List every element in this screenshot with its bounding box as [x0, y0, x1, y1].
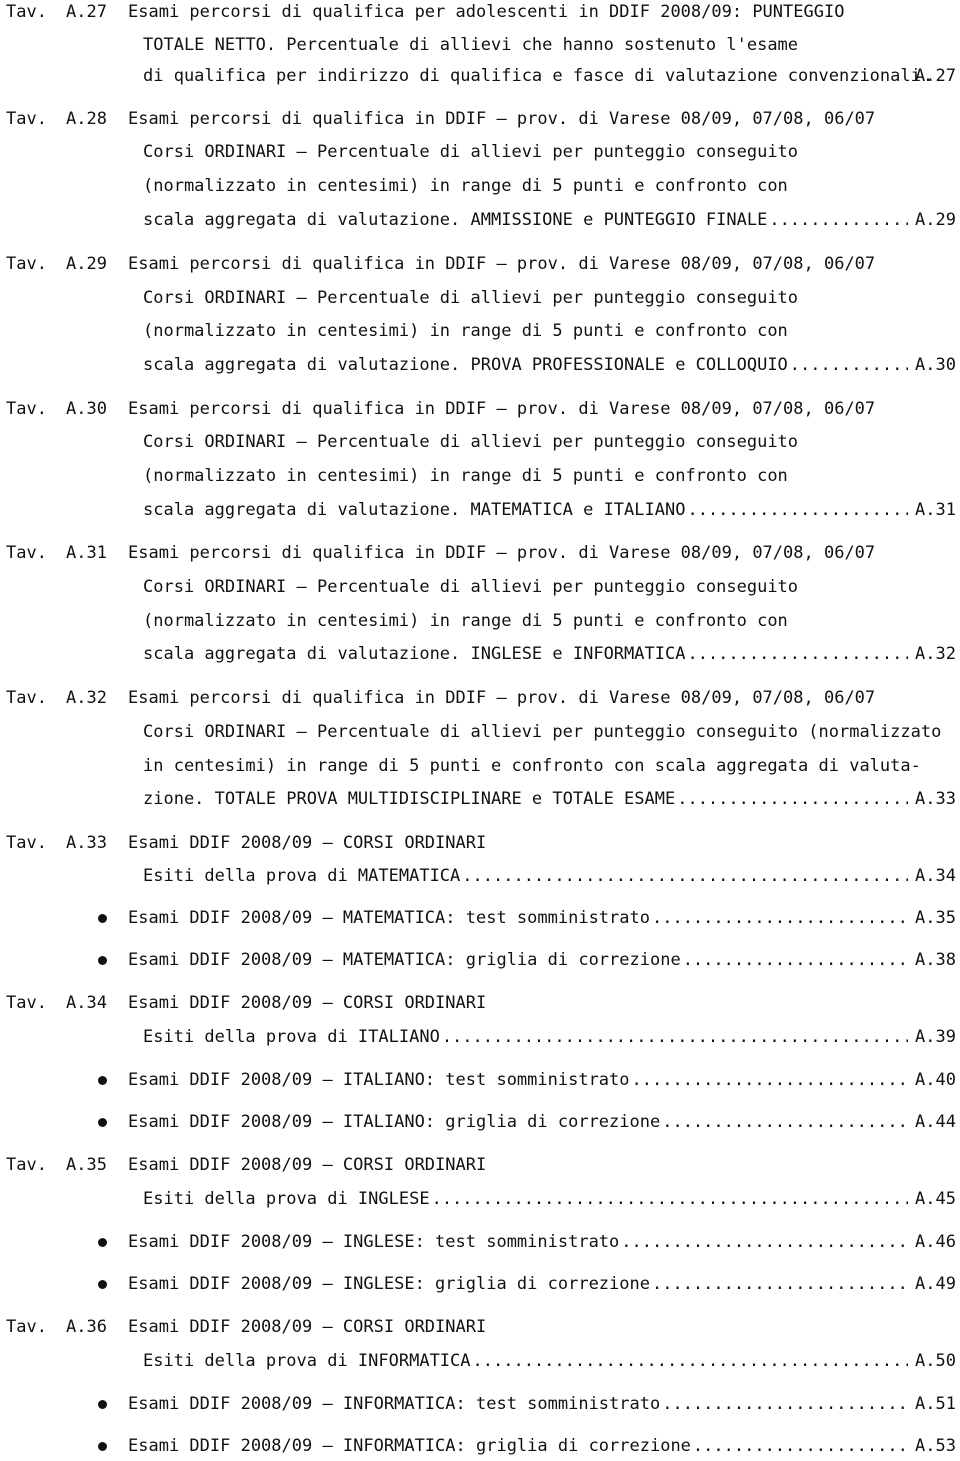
dot-leader [662, 1110, 908, 1134]
page-number[interactable]: A.32 [915, 644, 956, 664]
dot-leader [687, 642, 908, 666]
table-number: A.30 [66, 399, 107, 419]
entry-title-line: Esami percorsi di qualifica in DDIF – prov. di Varese 08/09, 07/08, 06/07 [128, 109, 876, 129]
entry-title-line: Esiti della prova di INGLESE [143, 1189, 430, 1209]
page-number[interactable]: A.51 [915, 1394, 956, 1414]
dot-leader [432, 1187, 908, 1211]
entry-title-line: scala aggregata di valutazione. INGLESE e INFORMATICA [143, 644, 686, 664]
table-number: A.36 [66, 1317, 107, 1337]
bullet-item-text: Esami DDIF 2008/09 – INGLESE: test somministrato [128, 1232, 620, 1252]
page-number[interactable]: A.45 [915, 1189, 956, 1209]
dot-leader [790, 353, 908, 377]
tav-label: Tav. [6, 2, 47, 22]
entry-title-line: scala aggregata di valutazione. MATEMATICA e ITALIANO [143, 500, 686, 520]
tav-label: Tav. [6, 833, 47, 853]
entry-title-line: di qualifica per indirizzo di qualifica e fasce di valutazione convenzionali [143, 66, 921, 86]
page-number[interactable]: A.44 [915, 1112, 956, 1132]
page-number[interactable]: A.27 [915, 66, 956, 86]
table-number: A.27 [66, 2, 107, 22]
dot-leader [621, 1230, 908, 1254]
bullet-item-text: Esami DDIF 2008/09 – INFORMATICA: test somministrato [128, 1394, 661, 1414]
dot-leader [652, 906, 908, 930]
entry-title-line: Esami percorsi di qualifica per adolescenti in DDIF 2008/09: PUNTEGGIO [128, 2, 845, 22]
table-number: A.31 [66, 543, 107, 563]
entry-title-line: in centesimi) in range di 5 punti e confronto con scala aggregata di valuta- [143, 756, 921, 776]
dot-leader [473, 1349, 908, 1373]
entry-title-line: Corsi ORDINARI – Percentuale di allievi per punteggio conseguito [143, 142, 799, 162]
page-number[interactable]: A.33 [915, 789, 956, 809]
page-number[interactable]: A.39 [915, 1027, 956, 1047]
page-number[interactable]: A.34 [915, 866, 956, 886]
bullet-item-text: Esami DDIF 2008/09 – ITALIANO: test somministrato [128, 1070, 630, 1090]
dot-leader [693, 1434, 908, 1458]
page-number[interactable]: A.35 [915, 908, 956, 928]
entry-title-line: Corsi ORDINARI – Percentuale di allievi per punteggio conseguito [143, 288, 799, 308]
page-number[interactable]: A.38 [915, 950, 956, 970]
page-number[interactable]: A.53 [915, 1436, 956, 1456]
table-number: A.28 [66, 109, 107, 129]
bullet-item-text: Esami DDIF 2008/09 – INFORMATICA: griglia di correzione [128, 1436, 691, 1456]
entry-title-line: Corsi ORDINARI – Percentuale di allievi per punteggio conseguito [143, 432, 799, 452]
entry-title-line: Esami DDIF 2008/09 – CORSI ORDINARI [128, 833, 487, 853]
bullet-icon [98, 1280, 107, 1289]
entry-title-line: Esami percorsi di qualifica in DDIF – prov. di Varese 08/09, 07/08, 06/07 [128, 688, 876, 708]
entry-title-line: Esiti della prova di MATEMATICA [143, 866, 461, 886]
tav-label: Tav. [6, 399, 47, 419]
entry-title-line: (normalizzato in centesimi) in range di 5 punti e confronto con [143, 611, 788, 631]
dot-leader [462, 864, 908, 888]
dot-leader [662, 1392, 908, 1416]
table-number: A.33 [66, 833, 107, 853]
bullet-item-text: Esami DDIF 2008/09 – MATEMATICA: test somministrato [128, 908, 650, 928]
table-number: A.32 [66, 688, 107, 708]
tav-label: Tav. [6, 109, 47, 129]
dot-leader [683, 948, 908, 972]
entry-title-line: TOTALE NETTO. Percentuale di allievi che hanno sostenuto l'esame [143, 35, 799, 55]
entry-title-line: scala aggregata di valutazione. PROVA PROFESSIONALE e COLLOQUIO [143, 355, 788, 375]
table-number: A.35 [66, 1155, 107, 1175]
entry-title-line: Corsi ORDINARI – Percentuale di allievi per punteggio conseguito [143, 577, 799, 597]
entry-title-line: Esiti della prova di INFORMATICA [143, 1351, 471, 1371]
page-number[interactable]: A.31 [915, 500, 956, 520]
bullet-item-text: Esami DDIF 2008/09 – ITALIANO: griglia di correzione [128, 1112, 661, 1132]
dot-leader [687, 498, 908, 522]
bullet-item-text: Esami DDIF 2008/09 – MATEMATICA: griglia di correzione [128, 950, 681, 970]
dot-leader [442, 1025, 908, 1049]
tav-label: Tav. [6, 688, 47, 708]
page-number[interactable]: A.49 [915, 1274, 956, 1294]
bullet-item-text: Esami DDIF 2008/09 – INGLESE: griglia di correzione [128, 1274, 650, 1294]
dot-leader [652, 1272, 908, 1296]
entry-title-line: Esami DDIF 2008/09 – CORSI ORDINARI [128, 993, 487, 1013]
dot-leader [632, 1068, 908, 1092]
bullet-icon [98, 914, 107, 923]
entry-title-line: Corsi ORDINARI – Percentuale di allievi per punteggio conseguito (normalizzato [143, 722, 942, 742]
entry-title-line: Esiti della prova di ITALIANO [143, 1027, 440, 1047]
entry-title-line: Esami percorsi di qualifica in DDIF – prov. di Varese 08/09, 07/08, 06/07 [128, 254, 876, 274]
entry-title-line: (normalizzato in centesimi) in range di 5 punti e confronto con [143, 466, 788, 486]
table-number: A.29 [66, 254, 107, 274]
tav-label: Tav. [6, 993, 47, 1013]
bullet-icon [98, 1118, 107, 1127]
bullet-icon [98, 1238, 107, 1247]
tav-label: Tav. [6, 254, 47, 274]
entry-title-line: scala aggregata di valutazione. AMMISSIONE e PUNTEGGIO FINALE [143, 210, 768, 230]
page-number[interactable]: A.46 [915, 1232, 956, 1252]
page-number[interactable]: A.29 [915, 210, 956, 230]
entry-title-line: zione. TOTALE PROVA MULTIDISCIPLINARE e TOTALE ESAME [143, 789, 676, 809]
tav-label: Tav. [6, 1317, 47, 1337]
bullet-icon [98, 956, 107, 965]
entry-title-line: Esami percorsi di qualifica in DDIF – prov. di Varese 08/09, 07/08, 06/07 [128, 543, 876, 563]
entry-title-line: (normalizzato in centesimi) in range di 5 punti e confronto con [143, 176, 788, 196]
entry-title-line: Esami DDIF 2008/09 – CORSI ORDINARI [128, 1155, 487, 1175]
dot-leader [769, 208, 908, 232]
page-number[interactable]: A.30 [915, 355, 956, 375]
dot-leader [677, 787, 908, 811]
page-number[interactable]: A.40 [915, 1070, 956, 1090]
tav-label: Tav. [6, 1155, 47, 1175]
tav-label: Tav. [6, 543, 47, 563]
bullet-icon [98, 1076, 107, 1085]
bullet-icon [98, 1400, 107, 1409]
entry-title-line: Esami DDIF 2008/09 – CORSI ORDINARI [128, 1317, 487, 1337]
page-number[interactable]: A.50 [915, 1351, 956, 1371]
table-number: A.34 [66, 993, 107, 1013]
bullet-icon [98, 1442, 107, 1451]
entry-title-line: (normalizzato in centesimi) in range di 5 punti e confronto con [143, 321, 788, 341]
entry-title-line: Esami percorsi di qualifica in DDIF – prov. di Varese 08/09, 07/08, 06/07 [128, 399, 876, 419]
